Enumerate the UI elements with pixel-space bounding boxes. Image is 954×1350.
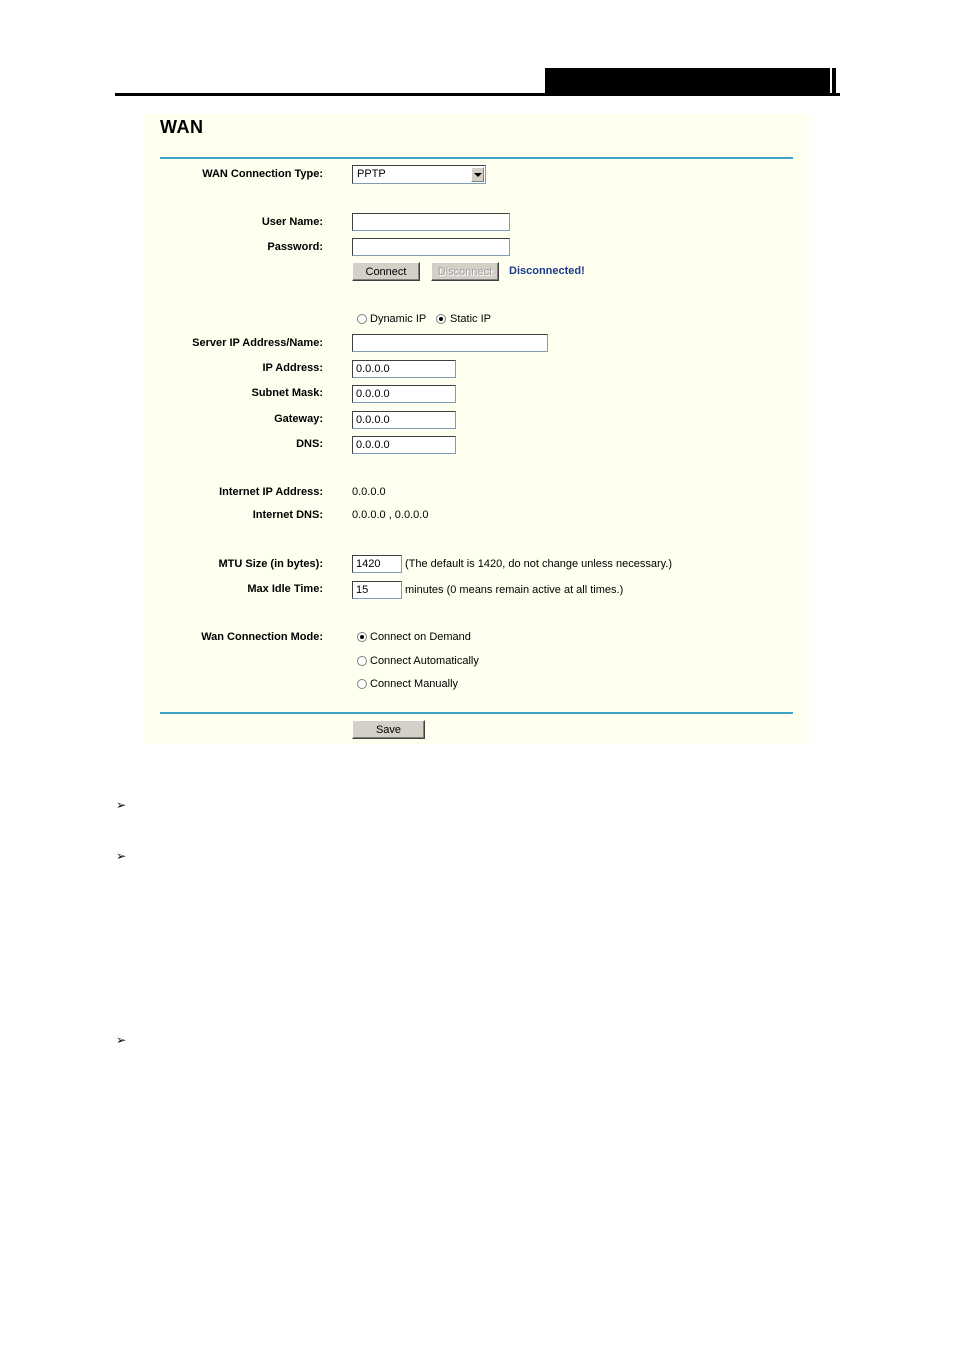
subnet-mask-label: Subnet Mask:: [251, 387, 323, 399]
document-header-rule: [115, 93, 840, 96]
disconnect-button[interactable]: Disconnect: [431, 262, 499, 281]
static-ip-label: Static IP: [450, 313, 491, 325]
gateway-input[interactable]: [352, 411, 456, 429]
connect-on-demand-label: Connect on Demand: [370, 631, 471, 643]
gateway-label: Gateway:: [274, 413, 323, 425]
page-title: WAN: [160, 117, 204, 137]
save-button[interactable]: Save: [352, 720, 425, 739]
user-name-input[interactable]: [352, 213, 510, 231]
connect-automatically-label: Connect Automatically: [370, 655, 479, 667]
connect-button[interactable]: Connect: [352, 262, 420, 281]
connect-automatically-radio[interactable]: [357, 656, 367, 666]
internet-ip-label: Internet IP Address:: [219, 486, 323, 498]
internet-dns-value: 0.0.0.0 , 0.0.0.0: [352, 509, 429, 521]
user-name-label: User Name:: [261, 216, 323, 228]
bullet-arrow-icon: ➢: [116, 1033, 127, 1047]
mtu-input[interactable]: [352, 555, 402, 573]
ip-address-input[interactable]: [352, 360, 456, 378]
internet-ip-value: 0.0.0.0: [352, 486, 386, 498]
connection-mode-label: Wan Connection Mode:: [201, 631, 323, 643]
subnet-mask-input[interactable]: [352, 385, 456, 403]
mtu-label: MTU Size (in bytes):: [218, 558, 323, 570]
dynamic-ip-radio[interactable]: [357, 314, 367, 324]
password-label: Password:: [267, 241, 323, 253]
internet-dns-label: Internet DNS:: [252, 509, 323, 521]
mtu-hint: (The default is 1420, do not change unless necessary.): [405, 558, 673, 570]
max-idle-input[interactable]: [352, 581, 402, 599]
dynamic-ip-label: Dynamic IP: [370, 313, 427, 325]
top-divider: [160, 157, 793, 159]
max-idle-hint: minutes (0 means remain active at all times.): [405, 584, 624, 596]
server-ip-label: Server IP Address/Name:: [192, 337, 323, 349]
bullet-arrow-icon: ➢: [116, 798, 127, 812]
connection-status: Disconnected!: [509, 265, 585, 277]
document-header-tick: [832, 68, 836, 95]
chevron-down-icon[interactable]: [471, 167, 484, 182]
wan-settings-panel: [144, 114, 809, 744]
connection-type-value: PPTP: [357, 168, 386, 180]
dns-input[interactable]: [352, 436, 456, 454]
connection-type-select[interactable]: [352, 165, 486, 184]
dns-label: DNS:: [296, 438, 323, 450]
connect-manually-radio[interactable]: [357, 679, 367, 689]
connect-on-demand-radio[interactable]: [357, 632, 367, 642]
password-input[interactable]: [352, 238, 510, 256]
bottom-divider: [160, 712, 793, 714]
document-header-bar: [545, 68, 830, 95]
static-ip-radio[interactable]: [436, 314, 446, 324]
connect-manually-label: Connect Manually: [370, 678, 459, 690]
bullet-arrow-icon: ➢: [116, 849, 127, 863]
ip-address-label: IP Address:: [262, 362, 323, 374]
max-idle-label: Max Idle Time:: [247, 583, 323, 595]
server-ip-input[interactable]: [352, 334, 548, 352]
connection-type-label: WAN Connection Type:: [202, 168, 323, 180]
